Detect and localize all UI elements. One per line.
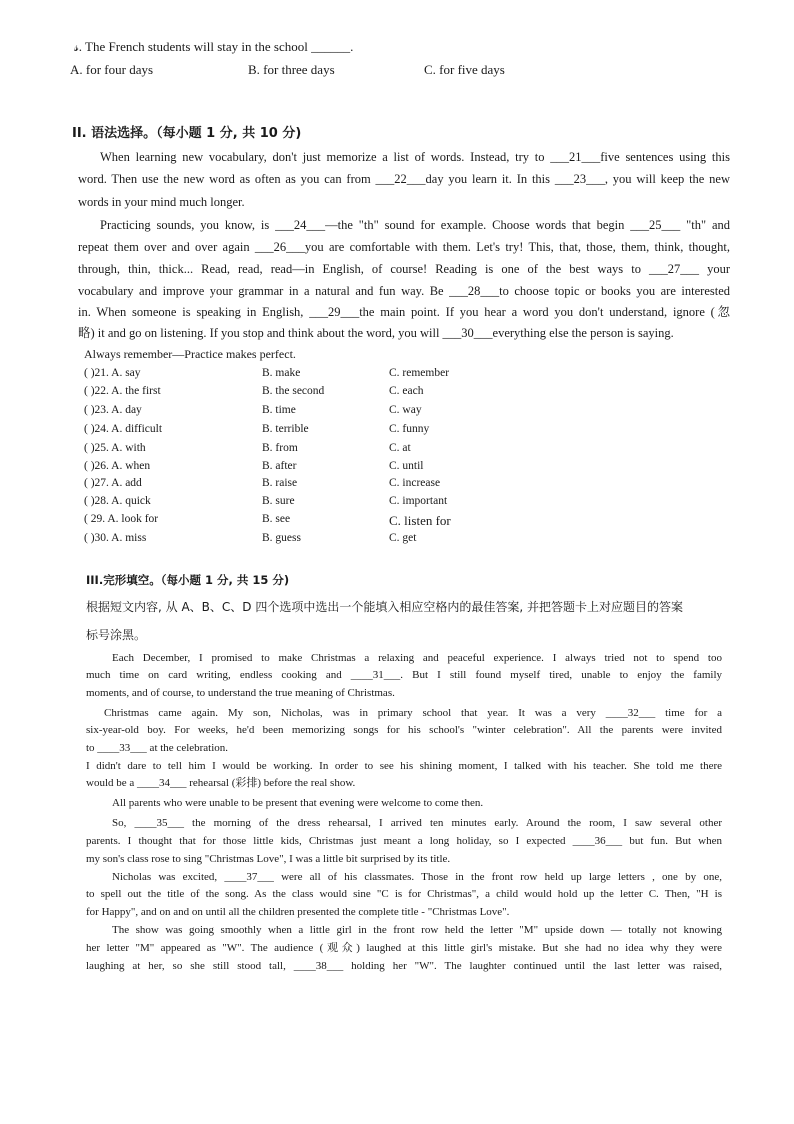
choice-a: ( )23. A. day bbox=[84, 404, 142, 416]
question-stem: 𝓈. The French students will stay in the school ______. bbox=[74, 39, 354, 54]
passage-line: her letter "M" appeared as "W". The audience (观众) laughed at this little girl's mistake. But she had no idea why they were bbox=[86, 942, 722, 954]
choice-c: C. listen for bbox=[389, 513, 451, 528]
passage-line: to spell out the title of the song. As the class would sine "C is for Christmas", a child would hold up the letter C. Then, "H is bbox=[86, 888, 722, 900]
passage-line: Nicholas was excited, ____37___ were all of his classmates. Those in the front row held up large letters , one by one, bbox=[112, 871, 722, 883]
passage-line: Practicing sounds, you know, is ___24___—the "th" sound for example. Choose words that begin ___25___ "th" and bbox=[100, 218, 730, 232]
choice-b: B. raise bbox=[262, 477, 298, 489]
passage-line: When learning new vocabulary, don't just memorize a list of words. Instead, try to ___21___five sentences using this bbox=[100, 150, 730, 164]
section-heading-cloze: III.完形填空。（每小题 1 分, 共 15 分) bbox=[86, 573, 290, 587]
passage-line: my son's class rose to sing "Christmas Love", I was a little bit surprised by its title. bbox=[86, 853, 451, 865]
choice-b: B. guess bbox=[262, 532, 301, 544]
choice-row bbox=[84, 495, 484, 511]
choice-a: ( )28. A. quick bbox=[84, 495, 151, 507]
choice-a: ( )24. A. difficult bbox=[84, 423, 163, 435]
choice-c: C. get bbox=[389, 532, 417, 544]
choice-b: B. sure bbox=[262, 495, 295, 507]
choice-b: B. the second bbox=[262, 385, 325, 397]
instruction-line: 根据短文内容, 从 A、B、C、D 四个选项中选出一个能填入相应空格内的最佳答案, 并把答题卡上对应题目的答案 bbox=[86, 600, 683, 614]
choice-a: ( 29. A. look for bbox=[84, 513, 159, 525]
choice-row bbox=[84, 385, 484, 401]
choice-row bbox=[84, 477, 484, 493]
passage-line: Always remember—Practice makes perfect. bbox=[84, 347, 296, 361]
choice-row bbox=[84, 513, 484, 529]
choice-row bbox=[84, 532, 484, 548]
choice-c: C. funny bbox=[389, 423, 430, 435]
passage-line: All parents who were unable to be present that evening were welcome to come then. bbox=[112, 797, 484, 809]
passage-line: So, ____35___ the morning of the dress rehearsal, I arrived ten minutes early. Around the room, I saw several other bbox=[112, 817, 722, 829]
choice-a: ( )27. A. add bbox=[84, 477, 142, 489]
passage-line: parents. I thought that for those little kids, Christmas just meant a long holiday, so I expected ____36___ but fun. But when bbox=[86, 835, 722, 847]
choice-c: C. way bbox=[389, 404, 422, 416]
section-heading-grammar: II. 语法选择。（每小题 1 分, 共 10 分) bbox=[72, 126, 302, 141]
passage-line: repeat them over and over again ___26___you are comfortable with them. Let's try! This, that, those, them, think, thought, bbox=[78, 240, 730, 254]
passage-line: to ____33___ at the celebration. bbox=[86, 742, 229, 754]
choice-a: ( )21. A. say bbox=[84, 367, 141, 379]
choice-c: C. important bbox=[389, 495, 448, 507]
passage-line: 略) it and go on listening. If you stop and think about the word, you will ___30___everything else the person is saying. bbox=[78, 326, 674, 340]
option-b: B. for three days bbox=[248, 62, 335, 77]
passage-line: The show was going smoothly when a little girl in the front row held the letter "M" upside down — totally not knowing bbox=[112, 924, 722, 936]
choice-c: C. at bbox=[389, 442, 411, 454]
choice-a: ( )22. A. the first bbox=[84, 385, 161, 397]
passage-line: for Happy", and on and on until all the children presented the complete title - "Christmas Love". bbox=[86, 906, 510, 918]
choice-a: ( )26. A. when bbox=[84, 460, 151, 472]
passage-line: word. Then use the new word as often as you can from ___22___day you learn it. In this ___23___, you will keep the new bbox=[78, 172, 730, 186]
passage-line: vocabulary and improve your grammar in a natural and fun way. Be ___28___to choose topic or books you are interested bbox=[78, 284, 730, 298]
instruction-line: 标号涂黑。 bbox=[86, 628, 147, 642]
passage-line: words in your mind much longer. bbox=[78, 195, 245, 209]
passage-line: moments, and of course, to understand the true meaning of Christmas. bbox=[86, 687, 395, 699]
choice-b: B. see bbox=[262, 513, 291, 525]
choice-row bbox=[84, 460, 484, 476]
choice-row bbox=[84, 404, 484, 420]
choice-b: B. terrible bbox=[262, 423, 309, 435]
passage-line: six-year-old boy. For weeks, he'd been memorizing songs for his school's "winter celebration". All the parents were invited bbox=[86, 724, 722, 736]
choice-row bbox=[84, 367, 484, 383]
choice-a: ( )30. A. miss bbox=[84, 532, 147, 544]
choice-b: B. time bbox=[262, 404, 296, 416]
passage-line: I didn't dare to tell him I would be working. In order to see his shining moment, I talked with his teacher. She told me there bbox=[86, 760, 722, 772]
option-a: A. for four days bbox=[70, 62, 154, 77]
choice-c: C. until bbox=[389, 460, 424, 472]
choice-a: ( )25. A. with bbox=[84, 442, 146, 454]
passage-line: would be a ____34___ rehearsal (彩排) before the real show. bbox=[86, 777, 356, 789]
passage-line: laughing at her, so she still stood tall, ____38___ holding her "W". The laughter continued until the last letter was raised, bbox=[86, 960, 722, 972]
choice-c: C. increase bbox=[389, 477, 441, 489]
choice-c: C. remember bbox=[389, 367, 450, 379]
choice-b: B. after bbox=[262, 460, 297, 472]
choice-row bbox=[84, 442, 484, 458]
passage-line: through, thin, thick... Read, read, read—in English, of course! Reading is one of the best ways to ___27___ your bbox=[78, 262, 730, 276]
option-c: C. for five days bbox=[424, 62, 505, 77]
passage-line: much time on card writing, endless cooking and ____31___. But I still found myself tired, unable to enjoy the family bbox=[86, 669, 722, 681]
passage-line: Each December, I promised to make Christmas a relaxing and peaceful experience. I always tried not to spend too bbox=[112, 652, 722, 664]
choice-c: C. each bbox=[389, 385, 424, 397]
choice-b: B. from bbox=[262, 442, 298, 454]
choice-b: B. make bbox=[262, 367, 301, 379]
passage-line: in. When someone is speaking in English, ___29___the main point. If you hear a word you don't understand, ignore (忽 bbox=[78, 305, 730, 319]
choice-row bbox=[84, 423, 484, 439]
passage-line: Christmas came again. My son, Nicholas, was in primary school that year. It was a very ____32___ time for a bbox=[104, 707, 722, 719]
